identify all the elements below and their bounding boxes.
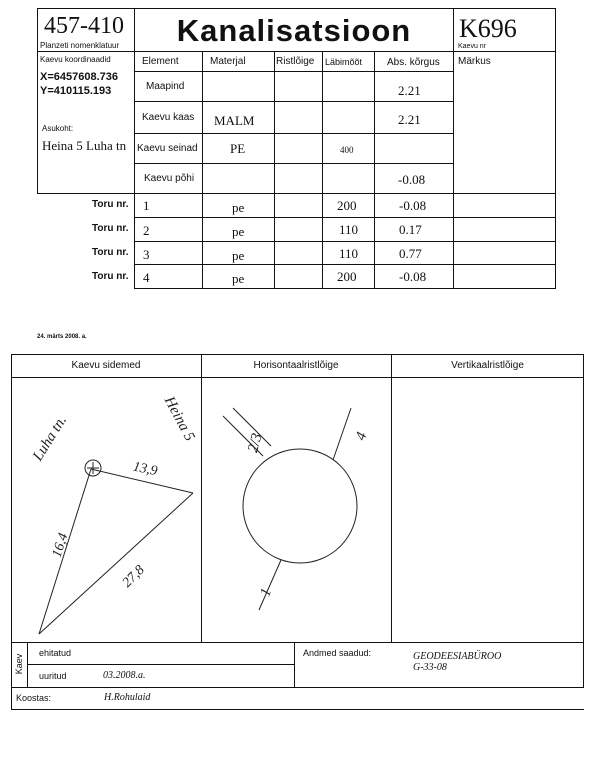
kaev-label: Kaev xyxy=(14,653,24,675)
pipe-label-4: 4 xyxy=(352,430,371,443)
coord-x: X=6457608.736 xyxy=(40,71,118,83)
row-element: Kaevu kaas xyxy=(142,112,195,123)
pipe-height: 0.77 xyxy=(399,246,422,261)
built-label: ehitatud xyxy=(39,648,72,658)
well-ties-sketch xyxy=(11,378,201,642)
coords-label: Kaevu koordinaadid xyxy=(40,55,111,64)
coordinates-box xyxy=(37,51,135,194)
row-element: Maapind xyxy=(146,81,185,92)
col-header-material: Materjal xyxy=(210,56,246,67)
pipe-nr: 3 xyxy=(143,247,150,262)
pipe-label-1: 1 xyxy=(257,586,276,599)
col-header-height: Abs. kõrgus xyxy=(387,57,440,68)
pipe-material: pe xyxy=(232,200,245,215)
footer-block xyxy=(11,642,584,688)
coord-y: Y=410115.193 xyxy=(40,85,112,97)
remark-header: Märkus xyxy=(458,56,491,67)
dim-278: 27,8 xyxy=(119,562,148,591)
pipe-height: 0.17 xyxy=(399,222,422,237)
row-material: MALM xyxy=(214,113,255,128)
surveyed-label: uuritud xyxy=(39,671,67,681)
row-height: -0.08 xyxy=(398,172,426,187)
date-note: 24. märts 2008. a. xyxy=(37,334,87,340)
row-element: Kaevu seinad xyxy=(137,143,198,154)
location-value: Heina 5 Luha tn xyxy=(42,138,127,153)
row-diameter: 400 xyxy=(340,145,354,155)
data-source-label: Andmed saadud: xyxy=(303,648,372,658)
data-source-value-2: G-33-08 xyxy=(413,662,447,673)
horizontal-section-sketch xyxy=(201,378,391,642)
sketch-header-horizontal: Horisontaalristlõige xyxy=(253,360,339,371)
pipe-label: Toru nr. xyxy=(92,223,129,234)
remark-column xyxy=(453,51,556,194)
data-source-value-1: GEODEESIABÜROO xyxy=(413,651,502,662)
page-title: Kanalisatsioon xyxy=(176,13,412,48)
well-outline xyxy=(243,449,357,563)
pipe-height: -0.08 xyxy=(399,269,427,284)
header-sheet-box xyxy=(37,8,135,52)
pipe-diameter: 110 xyxy=(339,246,359,261)
pipe-label: Toru nr. xyxy=(92,247,129,258)
pipe-label-2-3: 2/3 xyxy=(245,431,266,455)
surveyed-value: 03.2008.a. xyxy=(103,670,146,681)
sheet-number: 457-410 xyxy=(44,13,124,39)
row-height: 2.21 xyxy=(398,83,421,98)
col-header-diameter: Läbimõõt xyxy=(325,57,363,67)
col-header-element: Element xyxy=(142,56,179,67)
pipe-diameter: 110 xyxy=(339,222,359,237)
hand-heina: Heina 5 xyxy=(160,394,198,444)
element-table xyxy=(134,51,454,194)
pipe-height: -0.08 xyxy=(399,198,427,213)
pipe-table xyxy=(37,193,556,289)
row-material: PE xyxy=(230,141,246,156)
tie-line-278 xyxy=(39,493,193,634)
pipe-material: pe xyxy=(232,248,245,263)
well-id: K696 xyxy=(459,14,517,43)
sheet-caption: Planzeti nomenklatuur xyxy=(40,41,120,50)
header-title-box xyxy=(134,8,454,52)
pipe-diameter: 200 xyxy=(337,269,357,284)
header-well-box xyxy=(453,8,556,52)
footer-grid xyxy=(11,642,584,688)
col-header-section: Ristlõige xyxy=(276,56,315,67)
author-value: H.Rohulaid xyxy=(104,692,151,703)
sketch-header-vertical: Vertikaalristlõige xyxy=(451,360,524,371)
well-caption: Kaevu nr xyxy=(458,43,487,50)
dim-139: 13,9 xyxy=(131,459,159,480)
sketch-header-ties: Kaevu sidemed xyxy=(71,360,141,371)
pipe-diameter: 200 xyxy=(337,198,357,213)
row-element: Kaevu põhi xyxy=(144,173,195,184)
pipe-label: Toru nr. xyxy=(92,199,129,210)
pipe-line-1 xyxy=(259,560,281,610)
pipe-nr: 1 xyxy=(143,198,150,213)
pipe-material: pe xyxy=(232,224,245,239)
row-height: 2.21 xyxy=(398,112,421,127)
pipe-label: Toru nr. xyxy=(92,271,129,282)
pipe-nr: 4 xyxy=(143,270,150,285)
pipe-material: pe xyxy=(232,271,245,286)
pipe-line-4 xyxy=(333,408,351,460)
dim-164: 16,4 xyxy=(49,531,72,560)
hand-luha: Luha tn. xyxy=(30,413,71,464)
pipe-nr: 2 xyxy=(143,223,150,238)
author-row xyxy=(11,688,584,710)
author-label: Koostas: xyxy=(16,693,52,703)
location-label: Asukoht: xyxy=(42,124,74,133)
